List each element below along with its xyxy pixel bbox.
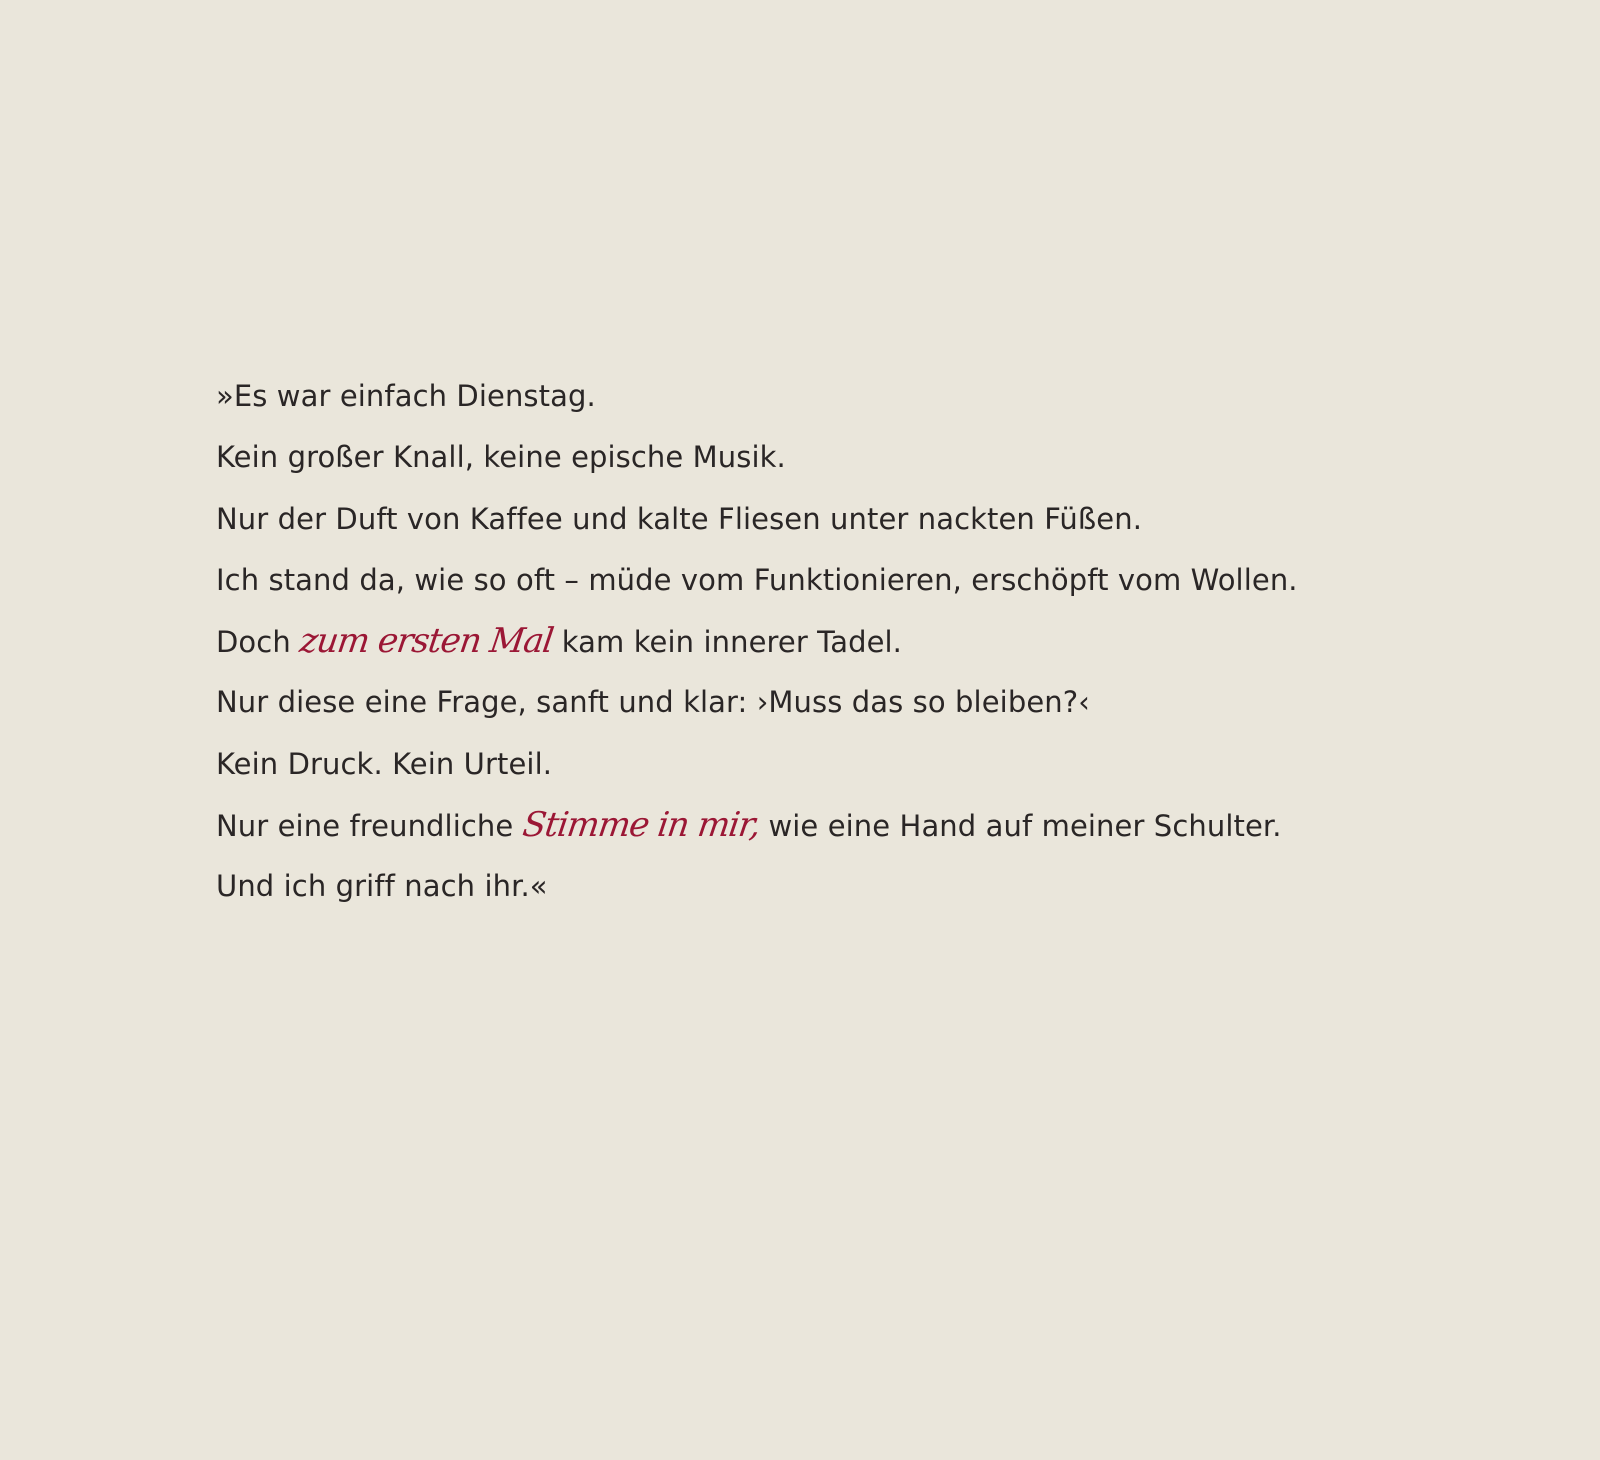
quote-line-4 <box>216 550 1476 611</box>
quote-line-text: Kein Druck. Kein Urteil. <box>216 746 553 781</box>
quote-line-text: Und ich griff nach ihr.« <box>216 869 548 904</box>
quote-line-text-before: Nur eine freundliche <box>216 809 523 844</box>
script-accent-text: Stimme in mir, <box>519 805 763 846</box>
quote-block <box>216 366 1476 918</box>
quote-line-text-after: kam kein innerer Tadel. <box>552 625 902 660</box>
quote-line-5 <box>216 611 1476 672</box>
quote-line-9 <box>216 856 1476 917</box>
quote-line-text: Ich stand da, wie so oft – müde vom Funktionieren, erschöpft vom Wollen. <box>216 562 1298 597</box>
quote-line-3 <box>216 489 1476 550</box>
quote-line-7 <box>216 734 1476 795</box>
quote-line-text: Nur der Duft von Kaffee und kalte Fliesen unter nackten Füßen. <box>216 501 1143 536</box>
quote-line-6 <box>216 672 1476 733</box>
quote-line-2 <box>216 427 1476 488</box>
quote-line-text-after: wie eine Hand auf meiner Schulter. <box>759 809 1282 844</box>
script-accent-text: zum ersten Mal <box>297 621 556 662</box>
quote-line-1 <box>216 366 1476 427</box>
quote-line-text: Nur diese eine Frage, sanft und klar: ›Muss das so bleiben?‹ <box>216 685 1090 720</box>
quote-line-8 <box>216 795 1476 856</box>
quote-line-text: Kein großer Knall, keine epische Musik. <box>216 440 786 475</box>
quote-line-text: »Es war einfach Dienstag. <box>216 379 596 413</box>
quote-line-text-before: Doch <box>216 625 301 660</box>
